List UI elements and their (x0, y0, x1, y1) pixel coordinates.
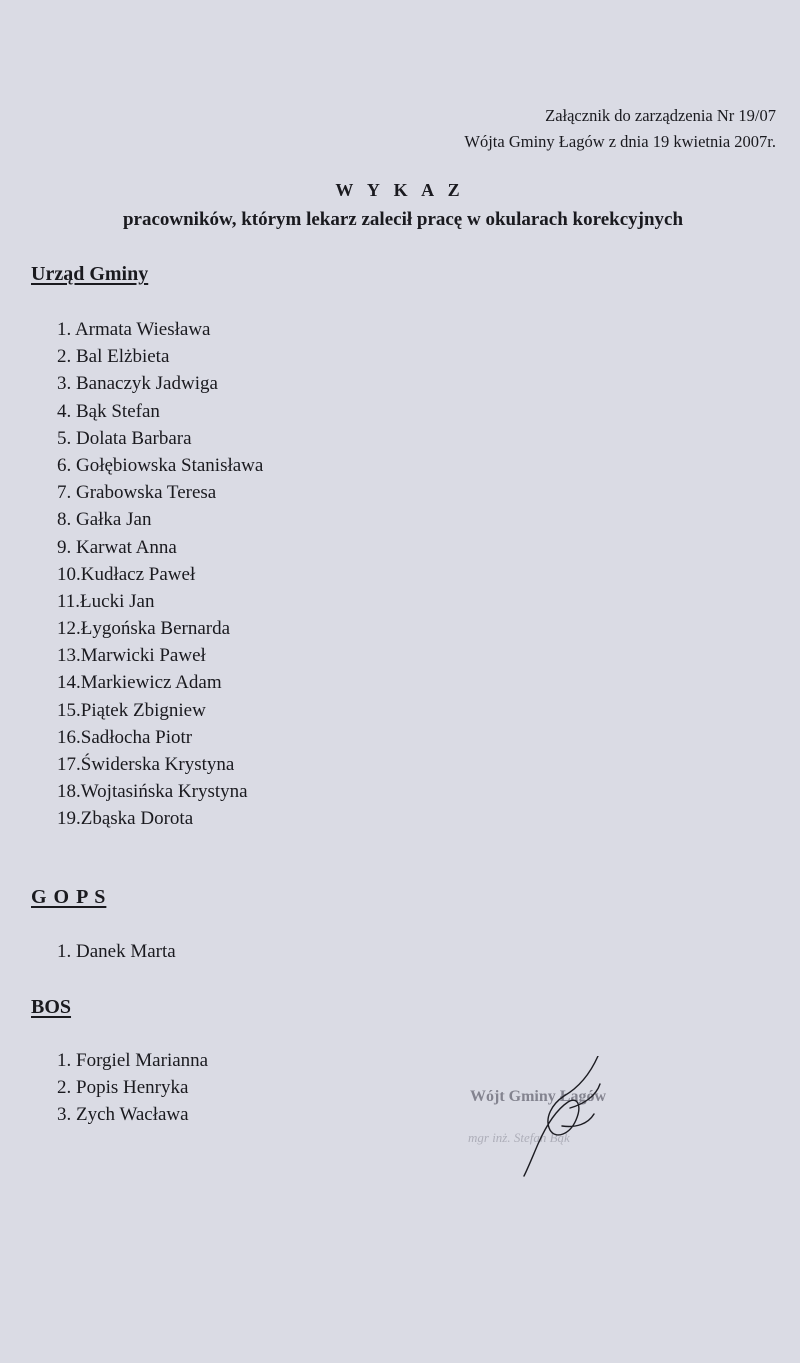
list-item: 19.Zbąska Dorota (57, 808, 194, 830)
svg-text:mgr inż. Stefan Bąk: mgr inż. Stefan Bąk (468, 1130, 570, 1145)
list-item: 3. Zych Wacława (57, 1104, 189, 1126)
list-item: 2. Popis Henryka (57, 1077, 189, 1099)
list-item: 8. Gałka Jan (57, 509, 152, 531)
list-item: 15.Piątek Zbigniew (57, 699, 206, 721)
list-item: 6. Gołębiowska Stanisława (57, 454, 264, 476)
list-item: 3. Banaczyk Jadwiga (57, 373, 218, 395)
header-line-2: Wójta Gminy Łagów z dnia 19 kwietnia 2007r. (464, 132, 776, 151)
list-item: 13.Marwicki Paweł (57, 645, 206, 667)
list-item: 5. Dolata Barbara (57, 427, 192, 449)
section-heading-bos: BOS (31, 996, 72, 1018)
list-item: 2. Bal Elżbieta (57, 346, 170, 368)
list-item: 16.Sadłocha Piotr (57, 726, 193, 748)
list-item: 18.Wojtasińska Krystyna (57, 781, 248, 803)
list-item: 10.Kudłacz Paweł (57, 563, 196, 585)
list-item: 9. Karwat Anna (57, 536, 177, 558)
list-item: 1. Danek Marta (57, 941, 176, 962)
list-item: 1. Armata Wiesława (57, 319, 211, 340)
list-item: 11.Łucki Jan (57, 590, 155, 612)
section-heading-urzad-gminy: Urząd Gminy (31, 263, 149, 285)
employee-list-bos (57, 1047, 208, 1129)
list-item: 17.Świderska Krystyna (57, 754, 235, 775)
stamp-and-signature (466, 1056, 666, 1186)
stamp-signature-graphic (466, 1056, 666, 1186)
list-item: 14.Markiewicz Adam (57, 672, 222, 694)
document-title: W Y K A Z (335, 180, 465, 200)
header-note (464, 103, 776, 155)
header-line-1: Załącznik do zarządzenia Nr 19/07 (545, 106, 776, 125)
list-item: 12.Łygońska Bernarda (57, 618, 231, 640)
list-item: 4. Bąk Stefan (57, 400, 160, 422)
document-subtitle: pracowników, którym lekarz zalecił pracę w okularach korekcyjnych (122, 209, 684, 230)
svg-text:Wójt Gminy Łagów: Wójt Gminy Łagów (470, 1088, 606, 1105)
employee-list-urzad-gminy (57, 316, 263, 833)
section-heading-gops: G O P S (31, 886, 107, 908)
employee-list-gops (57, 938, 176, 965)
list-item: 1. Forgiel Marianna (57, 1050, 209, 1071)
list-item: 7. Grabowska Teresa (57, 482, 217, 504)
